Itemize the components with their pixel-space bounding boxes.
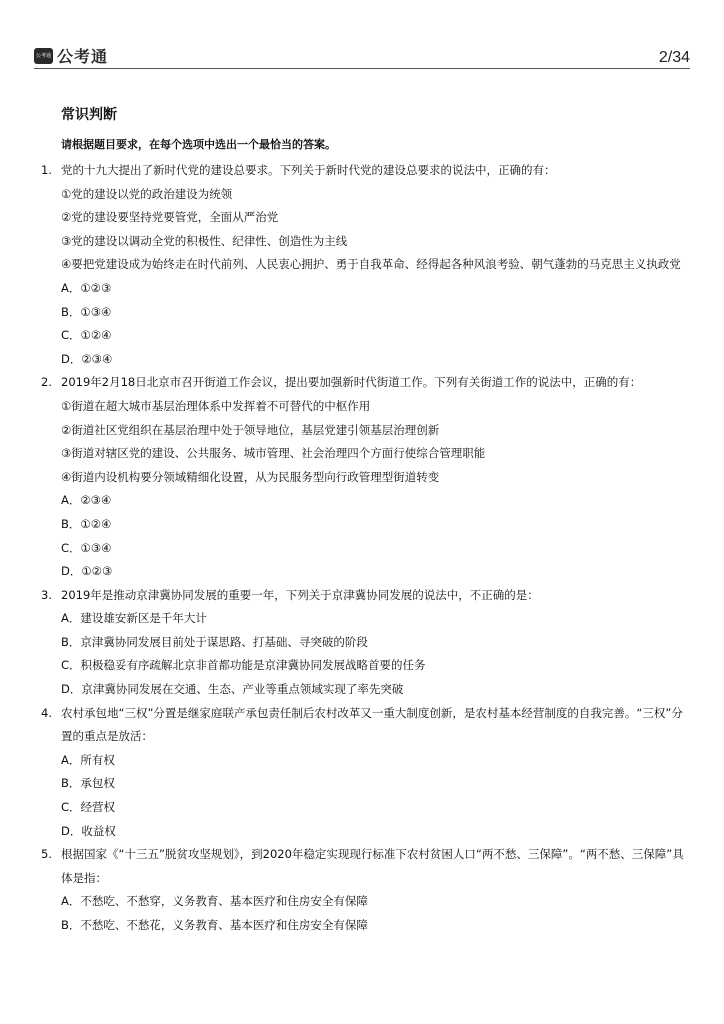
option-b: B．京津冀协同发展目前处于谋思路、打基础、寻突破的阶段 bbox=[61, 634, 368, 649]
question-number: 2. bbox=[41, 375, 52, 390]
statement: ③街道对辖区党的建设、公共服务、城市管理、社会治理四个方面行使综合管理职能 bbox=[61, 446, 486, 461]
question-stem: 2019年2月18日北京市召开街道工作会议，提出要加强新时代街道工作。下列有关街道工作的说法中，正确的有： bbox=[61, 375, 642, 390]
question-list bbox=[34, 159, 694, 938]
question-stem: 根据国家《“十三五”脱贫攻坚规划》，到2020年稳定实现现行标准下农村贫困人口“两不愁、三保障”。“两不愁、三保障”具体是指： bbox=[61, 847, 684, 885]
statement: ④要把党建设成为始终走在时代前列、人民衷心拥护、勇于自我革命、经得起各种风浪考验、朝气蓬勃的马克思主义执政党 bbox=[61, 257, 681, 272]
question-number: 1. bbox=[41, 163, 52, 177]
instruction-text: 请根据题目要求，在每个选项中选出一个最恰当的答案。 bbox=[61, 138, 336, 151]
option-d: D．收益权 bbox=[61, 823, 116, 838]
statement: ②街道社区党组织在基层治理中处于领导地位，基层党建引领基层治理创新 bbox=[61, 422, 440, 437]
brand-name: 公考通 bbox=[57, 47, 109, 66]
question-stem: 党的十九大提出了新时代党的建设总要求。下列关于新时代党的建设总要求的说法中，正确的有： bbox=[61, 163, 556, 177]
statement: ④街道内设机构要分领域精细化设置，从为民服务型向行政管理型街道转变 bbox=[61, 469, 440, 484]
option-d: D．①②③ bbox=[61, 564, 113, 579]
option-b: B．不愁吃、不愁花，义务教育、基本医疗和住房安全有保障 bbox=[61, 918, 368, 932]
option-b: B．承包权 bbox=[61, 776, 115, 791]
page-header bbox=[34, 40, 690, 69]
question-number: 4. bbox=[41, 705, 52, 720]
option-a: A．①②③ bbox=[61, 280, 112, 295]
option-b: B．①②④ bbox=[61, 516, 112, 531]
question-stem: 2019年是推动京津冀协同发展的重要一年，下列关于京津冀协同发展的说法中，不正确的是： bbox=[61, 587, 539, 602]
question-5 bbox=[34, 843, 694, 937]
statement: ①党的建设以党的政治建设为统领 bbox=[61, 186, 233, 201]
option-c: C．①②④ bbox=[61, 328, 112, 343]
statement: ②党的建设要坚持党要管党，全面从严治党 bbox=[61, 210, 279, 225]
section-title: 常识判断 bbox=[61, 107, 117, 123]
option-c: C．积极稳妥有序疏解北京非首都功能是京津冀协同发展战略首要的任务 bbox=[61, 658, 426, 673]
question-stem: 农村承包地“三权”分置是继家庭联产承包责任制后农村改革又一重大制度创新，是农村基本经营制度的自我完善。“三权”分置的重点是放活： bbox=[61, 705, 683, 744]
option-a: A．所有权 bbox=[61, 752, 115, 767]
question-2 bbox=[34, 371, 694, 583]
option-c: C．①③④ bbox=[61, 540, 112, 555]
brand-logo bbox=[34, 44, 108, 67]
option-c: C．经营权 bbox=[61, 800, 116, 815]
option-a: A．不愁吃、不愁穿，义务教育、基本医疗和住房安全有保障 bbox=[61, 894, 368, 909]
statement: ①街道在超大城市基层治理体系中发挥着不可替代的中枢作用 bbox=[61, 398, 371, 413]
option-a: A．②③④ bbox=[61, 493, 112, 508]
option-d: D．②③④ bbox=[61, 351, 113, 366]
option-b: B．①③④ bbox=[61, 304, 112, 319]
question-4 bbox=[34, 702, 694, 844]
logo-icon: 公考通 bbox=[34, 48, 53, 64]
question-1 bbox=[34, 159, 694, 371]
statement: ③党的建设以调动全党的积极性、纪律性、创造性为主线 bbox=[61, 233, 348, 248]
option-d: D．京津冀协同发展在交通、生态、产业等重点领域实现了率先突破 bbox=[61, 682, 404, 697]
question-number: 5. bbox=[41, 847, 52, 862]
question-3 bbox=[34, 584, 694, 702]
question-number: 3. bbox=[41, 587, 52, 602]
page-number: 2/34 bbox=[658, 49, 690, 66]
option-a: A．建设雄安新区是千年大计 bbox=[61, 611, 207, 626]
